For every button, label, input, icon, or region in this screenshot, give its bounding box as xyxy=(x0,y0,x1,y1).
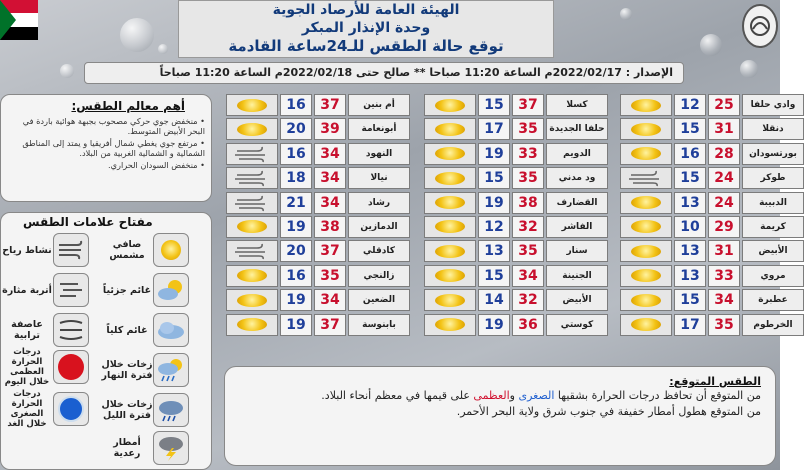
city-name: الأبيض xyxy=(546,289,608,311)
city-name: مروي xyxy=(742,265,804,287)
wind-icon xyxy=(226,167,278,189)
max-temp: 34 xyxy=(314,143,346,165)
forecast-line-2: من المتوقع هطول أمطار خفيفة في جنوب شرق ولاية البحر الأحمر. xyxy=(456,405,761,418)
city-row xyxy=(620,94,804,116)
city-row xyxy=(226,94,410,116)
city-name: الدويم xyxy=(546,143,608,165)
city-row xyxy=(424,143,608,165)
sun-icon xyxy=(620,118,672,140)
min-temp: 13 xyxy=(674,240,706,262)
forecast-line-1: من المتوقع أن تحافظ درجات الحرارة بشقيها الصغرى والعظمى على قيمها في معظم أنحاء البلاد. xyxy=(321,389,761,402)
duststorm-icon xyxy=(53,313,89,347)
min-temp: 10 xyxy=(674,216,706,238)
weather-legend-panel xyxy=(0,212,212,470)
city-name: الضعين xyxy=(348,289,410,311)
min-temp: 17 xyxy=(674,314,706,336)
min-temp: 19 xyxy=(478,314,510,336)
min-temp: 13 xyxy=(674,265,706,287)
city-name: الأبيض xyxy=(742,240,804,262)
sun-icon xyxy=(424,94,476,116)
city-row xyxy=(424,216,608,238)
agency-logo xyxy=(742,4,778,48)
sun-icon xyxy=(226,289,278,311)
city-row xyxy=(424,192,608,214)
legend-item: عاصفة ترابية xyxy=(1,313,89,347)
max-temp: 34 xyxy=(512,265,544,287)
city-row xyxy=(226,118,410,140)
min-temp: 17 xyxy=(478,118,510,140)
legend-item: زخات خلال فترة النهار xyxy=(101,353,189,387)
feature-item: • منخفض جوي حركي مصحوب بجبهة هوائية باردة في البحر الأبيض المتوسط. xyxy=(7,116,205,136)
city-row xyxy=(620,216,804,238)
city-name: سنار xyxy=(546,240,608,262)
droplet-decoration xyxy=(700,34,722,56)
max-temp: 36 xyxy=(512,314,544,336)
city-name: دنقلا xyxy=(742,118,804,140)
max-temp: 35 xyxy=(708,314,740,336)
min-temp: 21 xyxy=(280,192,312,214)
max-temp-word: العظمى xyxy=(473,389,510,402)
sun-icon xyxy=(620,289,672,311)
min-temp: 15 xyxy=(674,167,706,189)
night-showers-icon xyxy=(153,393,189,427)
wind-icon xyxy=(226,192,278,214)
max-temp: 34 xyxy=(314,192,346,214)
city-name: النهود xyxy=(348,143,410,165)
city-name: بورتسودان xyxy=(742,143,804,165)
issue-validity-line: الإصدار : 2022/02/17م الساعة 11:20 صباحا ** صالح حتى 2022/02/18م الساعة 11:20 صباحاً xyxy=(84,62,684,84)
city-row xyxy=(226,192,410,214)
sun-icon xyxy=(153,233,189,267)
max-temp: 35 xyxy=(512,118,544,140)
min-temp: 13 xyxy=(674,192,706,214)
max-temp: 37 xyxy=(314,314,346,336)
sun-icon xyxy=(226,118,278,140)
city-row xyxy=(226,143,410,165)
city-name: كوستي xyxy=(546,314,608,336)
max-temp: 31 xyxy=(708,240,740,262)
city-row xyxy=(226,240,410,262)
city-row xyxy=(226,216,410,238)
max-temp: 34 xyxy=(314,289,346,311)
min-temp: 18 xyxy=(280,167,312,189)
max-temp: 39 xyxy=(314,118,346,140)
max-temp: 37 xyxy=(314,94,346,116)
wind-icon xyxy=(620,167,672,189)
max-temp: 29 xyxy=(708,216,740,238)
city-name: أبونعامة xyxy=(348,118,410,140)
city-name: طوكر xyxy=(742,167,804,189)
sudan-flag-icon xyxy=(0,0,38,40)
city-row xyxy=(226,265,410,287)
min-temp: 19 xyxy=(280,216,312,238)
legend-item: درجات الحرارة الصغرى خلال الغد xyxy=(1,389,89,429)
legend-item: نشاط رياح xyxy=(1,233,89,267)
min-temp: 16 xyxy=(280,143,312,165)
droplet-decoration xyxy=(60,64,74,78)
legend-item: غائم جزئياً xyxy=(101,273,189,307)
city-name: الفاشر xyxy=(546,216,608,238)
sun-icon xyxy=(424,167,476,189)
wind-icon xyxy=(226,143,278,165)
min-temp: 12 xyxy=(478,216,510,238)
thunder-icon xyxy=(153,431,189,465)
sun-icon xyxy=(424,216,476,238)
city-name: حلفا الجديدة xyxy=(546,118,608,140)
min-temp: 15 xyxy=(478,167,510,189)
min-temp: 16 xyxy=(280,265,312,287)
day-showers-icon xyxy=(153,353,189,387)
sun-icon xyxy=(226,216,278,238)
cloudy-icon xyxy=(153,313,189,347)
partly-cloudy-icon xyxy=(153,273,189,307)
max-temp: 32 xyxy=(512,289,544,311)
legend-item: أتربة مثارة xyxy=(1,273,89,307)
city-name: كريمة xyxy=(742,216,804,238)
city-name: الدبيبة xyxy=(742,192,804,214)
sun-icon xyxy=(620,240,672,262)
city-row xyxy=(620,314,804,336)
legend-item: أمطار رعدية xyxy=(101,431,189,465)
city-name: ود مدني xyxy=(546,167,608,189)
max-temp: 25 xyxy=(708,94,740,116)
city-name: رشاد xyxy=(348,192,410,214)
city-row xyxy=(424,265,608,287)
city-row xyxy=(424,314,608,336)
legend-title: مفتاح علامات الطقس xyxy=(23,215,153,229)
feature-item: • مرتفع جوي يغطي شمال أفريقيا و يمتد إلى المناطق الشمالية و الشمالية الغربية من البلاد. xyxy=(7,138,205,158)
min-temp: 15 xyxy=(478,265,510,287)
dust-icon xyxy=(53,273,89,307)
city-name: كسلا xyxy=(546,94,608,116)
city-row xyxy=(620,167,804,189)
city-row xyxy=(424,94,608,116)
max-temp: 24 xyxy=(708,192,740,214)
legend-item: درجات الحرارة العظمى خلال اليوم xyxy=(1,347,89,387)
min-temp: 16 xyxy=(280,94,312,116)
city-name: أم بنين xyxy=(348,94,410,116)
min-temp: 19 xyxy=(280,314,312,336)
city-column-1 xyxy=(620,94,804,338)
sun-icon xyxy=(620,94,672,116)
sun-icon xyxy=(226,314,278,336)
city-row xyxy=(424,240,608,262)
city-name: الجنينة xyxy=(546,265,608,287)
legend-item: صافي مشمس xyxy=(101,233,189,267)
city-row xyxy=(620,143,804,165)
red-dot-icon xyxy=(53,350,89,384)
city-column-3 xyxy=(226,94,410,338)
min-temp: 15 xyxy=(674,289,706,311)
min-temp-word: الصغرى xyxy=(518,389,555,402)
min-temp: 14 xyxy=(478,289,510,311)
max-temp: 33 xyxy=(512,143,544,165)
city-row xyxy=(620,289,804,311)
weather-features-panel xyxy=(0,94,212,202)
city-row xyxy=(620,192,804,214)
features-title: أهم معالم الطقس: xyxy=(71,99,185,113)
forecast-title: توقع حالة الطقس للـ24ساعة القادمة xyxy=(228,37,504,55)
min-temp: 12 xyxy=(674,94,706,116)
sun-icon xyxy=(620,216,672,238)
city-name: وادي حلفا xyxy=(742,94,804,116)
max-temp: 35 xyxy=(512,240,544,262)
max-temp: 34 xyxy=(708,289,740,311)
city-name: عطبرة xyxy=(742,289,804,311)
max-temp: 37 xyxy=(314,240,346,262)
max-temp: 38 xyxy=(512,192,544,214)
droplet-decoration xyxy=(620,8,632,20)
max-temp: 24 xyxy=(708,167,740,189)
agency-name: الهيئة العامة للأرصاد الجوية xyxy=(272,2,460,18)
max-temp: 32 xyxy=(512,216,544,238)
city-column-2 xyxy=(424,94,608,338)
city-name: نيالا xyxy=(348,167,410,189)
max-temp: 34 xyxy=(314,167,346,189)
city-row xyxy=(620,118,804,140)
unit-name: وحدة الإنذار المبكر xyxy=(301,20,431,36)
wind-icon xyxy=(226,240,278,262)
city-row xyxy=(226,314,410,336)
min-temp: 15 xyxy=(478,94,510,116)
sun-icon xyxy=(424,314,476,336)
sun-icon xyxy=(620,143,672,165)
city-name: القضارف xyxy=(546,192,608,214)
min-temp: 19 xyxy=(280,289,312,311)
min-temp: 20 xyxy=(280,118,312,140)
min-temp: 20 xyxy=(280,240,312,262)
city-name: كادقلي xyxy=(348,240,410,262)
max-temp: 31 xyxy=(708,118,740,140)
sun-icon xyxy=(424,240,476,262)
city-name: زالنجي xyxy=(348,265,410,287)
sun-icon xyxy=(226,94,278,116)
sun-icon xyxy=(424,118,476,140)
min-temp: 19 xyxy=(478,192,510,214)
max-temp: 37 xyxy=(512,94,544,116)
city-row xyxy=(424,167,608,189)
feature-item: • منخفض السودان الحراري. xyxy=(7,160,205,170)
city-name: الخرطوم xyxy=(742,314,804,336)
min-temp: 15 xyxy=(674,118,706,140)
city-row xyxy=(226,289,410,311)
city-row xyxy=(620,240,804,262)
wind-icon xyxy=(53,233,89,267)
city-name: بابنوسة xyxy=(348,314,410,336)
max-temp: 35 xyxy=(512,167,544,189)
max-temp: 35 xyxy=(314,265,346,287)
sun-icon xyxy=(424,265,476,287)
sun-icon xyxy=(424,192,476,214)
city-name: الدمازين xyxy=(348,216,410,238)
expected-weather-title: الطقس المتوقع: xyxy=(669,375,761,388)
max-temp: 38 xyxy=(314,216,346,238)
city-row xyxy=(424,118,608,140)
sun-icon xyxy=(620,314,672,336)
sun-icon xyxy=(620,192,672,214)
legend-item: غائم كلياً xyxy=(101,313,189,347)
blue-dot-icon xyxy=(53,392,89,426)
city-row xyxy=(424,289,608,311)
max-temp: 33 xyxy=(708,265,740,287)
sun-icon xyxy=(620,265,672,287)
sun-icon xyxy=(424,143,476,165)
min-temp: 13 xyxy=(478,240,510,262)
bulletin-header xyxy=(178,0,554,58)
city-row xyxy=(620,265,804,287)
droplet-decoration xyxy=(120,18,154,52)
max-temp: 28 xyxy=(708,143,740,165)
droplet-decoration xyxy=(740,60,758,78)
sun-icon xyxy=(424,289,476,311)
droplet-decoration xyxy=(158,44,168,54)
min-temp: 19 xyxy=(478,143,510,165)
expected-weather-panel xyxy=(224,366,776,466)
sun-icon xyxy=(226,265,278,287)
min-temp: 16 xyxy=(674,143,706,165)
city-row xyxy=(226,167,410,189)
legend-item: زخات خلال فترة الليل xyxy=(101,393,189,427)
